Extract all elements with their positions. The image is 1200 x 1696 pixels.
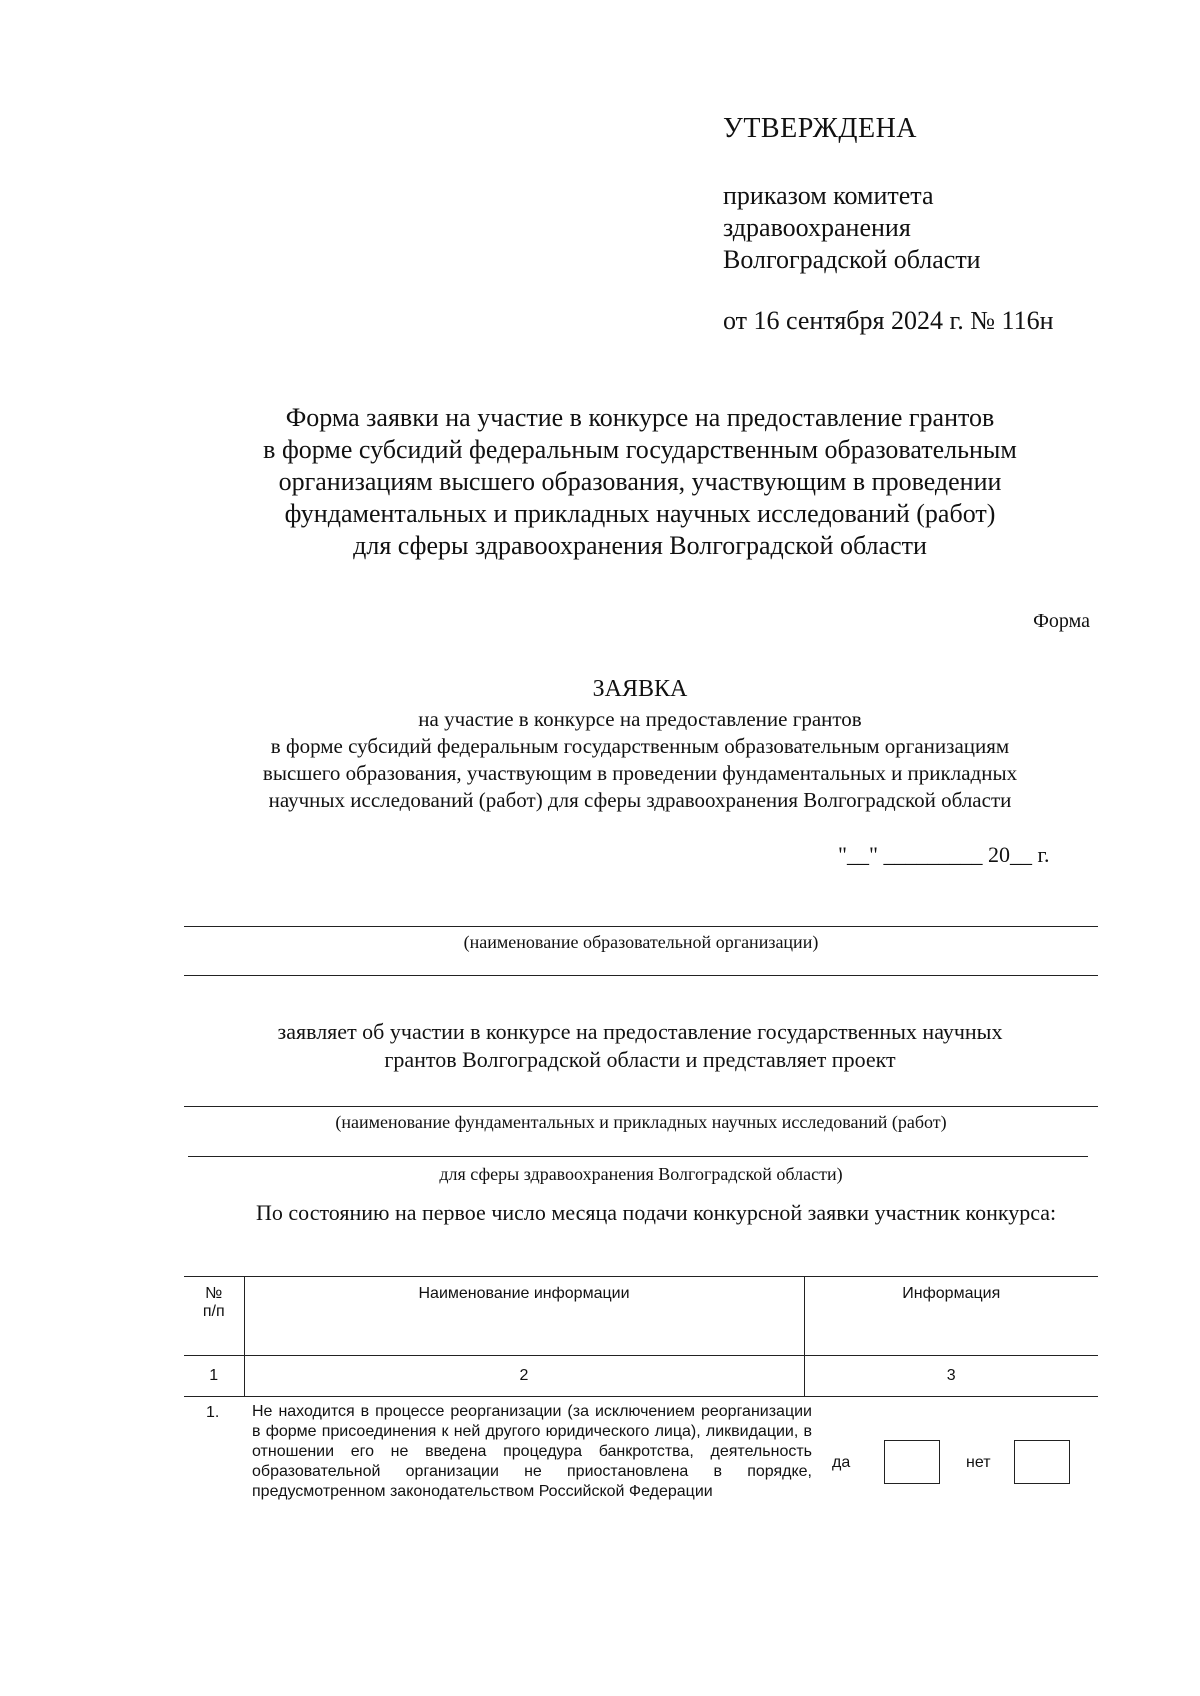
form-title-line: для сферы здравоохранения Волгоградской области: [353, 531, 927, 560]
row-text: Не находится в процессе реорганизации (за исключением реорганизации в форме присоединения к ней другого юридического лица), ликвидации, в отношении его не введена процедура банкротства, деятельность образовательной организации не приостановлена в порядке, предусмотренном законодательством Российской Федерации: [252, 1403, 812, 1500]
sphere-caption: для сферы здравоохранения Волгоградской области): [439, 1164, 843, 1184]
no-checkbox[interactable]: [1014, 1440, 1070, 1484]
table-column-numbers-row: [184, 1356, 1098, 1397]
header-number-line2: п/п: [202, 1303, 225, 1320]
organization-caption: (наименование образовательной организации): [463, 932, 819, 952]
approval-issuer: [723, 180, 981, 276]
info-table: [184, 1276, 1098, 1397]
organization-name-field[interactable]: [184, 926, 1098, 927]
approval-line: приказом комитета: [723, 181, 934, 210]
header-number-line1: №: [205, 1285, 223, 1302]
no-label: нет: [966, 1454, 991, 1471]
form-title-line: фундаментальных и прикладных научных исследований (работ): [284, 499, 996, 528]
approval-line: Волгоградской области: [723, 245, 981, 274]
yes-label: да: [832, 1454, 851, 1471]
organization-name-field-2[interactable]: [184, 975, 1098, 976]
research-name-field-2[interactable]: [188, 1156, 1088, 1157]
row-number: 1.: [206, 1404, 220, 1421]
application-subtitle-line: в форме субсидий федеральным государственным образовательным организациям: [270, 734, 1010, 758]
column-number: 1: [184, 1356, 244, 1397]
column-number: 3: [804, 1356, 1098, 1397]
header-name: Наименование информации: [244, 1277, 804, 1356]
form-title-line: Форма заявки на участие в конкурсе на предоставление грантов: [285, 403, 995, 432]
table-header-row: [184, 1277, 1098, 1356]
form-label: Форма: [1033, 610, 1090, 632]
form-title-line: в форме субсидий федеральным государственным образовательным: [263, 435, 1017, 464]
declaration-line: заявляет об участии в конкурсе на предоставление государственных научных: [277, 1019, 1003, 1044]
state-text: По состоянию на первое число месяца подачи конкурсной заявки участник конкурса:: [256, 1200, 1057, 1225]
header-info: Информация: [804, 1277, 1098, 1356]
form-title: [150, 402, 1130, 562]
application-heading: ЗАЯВКА: [592, 676, 688, 702]
declaration-text: [150, 1018, 1130, 1074]
header-number: [184, 1277, 244, 1356]
application-subtitle-line: высшего образования, участвующим в проведении фундаментальных и прикладных: [262, 761, 1018, 785]
application-subtitle-line: научных исследований (работ) для сферы здравоохранения Волгоградской области: [268, 788, 1012, 812]
form-title-line: организациям высшего образования, участвующим в проведении: [278, 467, 1002, 496]
approval-line: здравоохранения: [723, 213, 911, 242]
research-name-field[interactable]: [184, 1106, 1098, 1107]
declaration-line: грантов Волгоградской области и представляет проект: [384, 1047, 896, 1072]
column-number: 2: [244, 1356, 804, 1397]
approval-title: УТВЕРЖДЕНА: [723, 113, 918, 144]
yes-checkbox[interactable]: [884, 1440, 940, 1484]
application-subtitle: [150, 706, 1130, 814]
application-subtitle-line: на участие в конкурсе на предоставление грантов: [418, 707, 862, 731]
date-field[interactable]: "__" _________ 20__ г.: [838, 842, 1050, 867]
research-caption: (наименование фундаментальных и прикладных научных исследований (работ): [335, 1112, 947, 1132]
approval-date: от 16 сентября 2024 г. № 116н: [723, 306, 1054, 335]
